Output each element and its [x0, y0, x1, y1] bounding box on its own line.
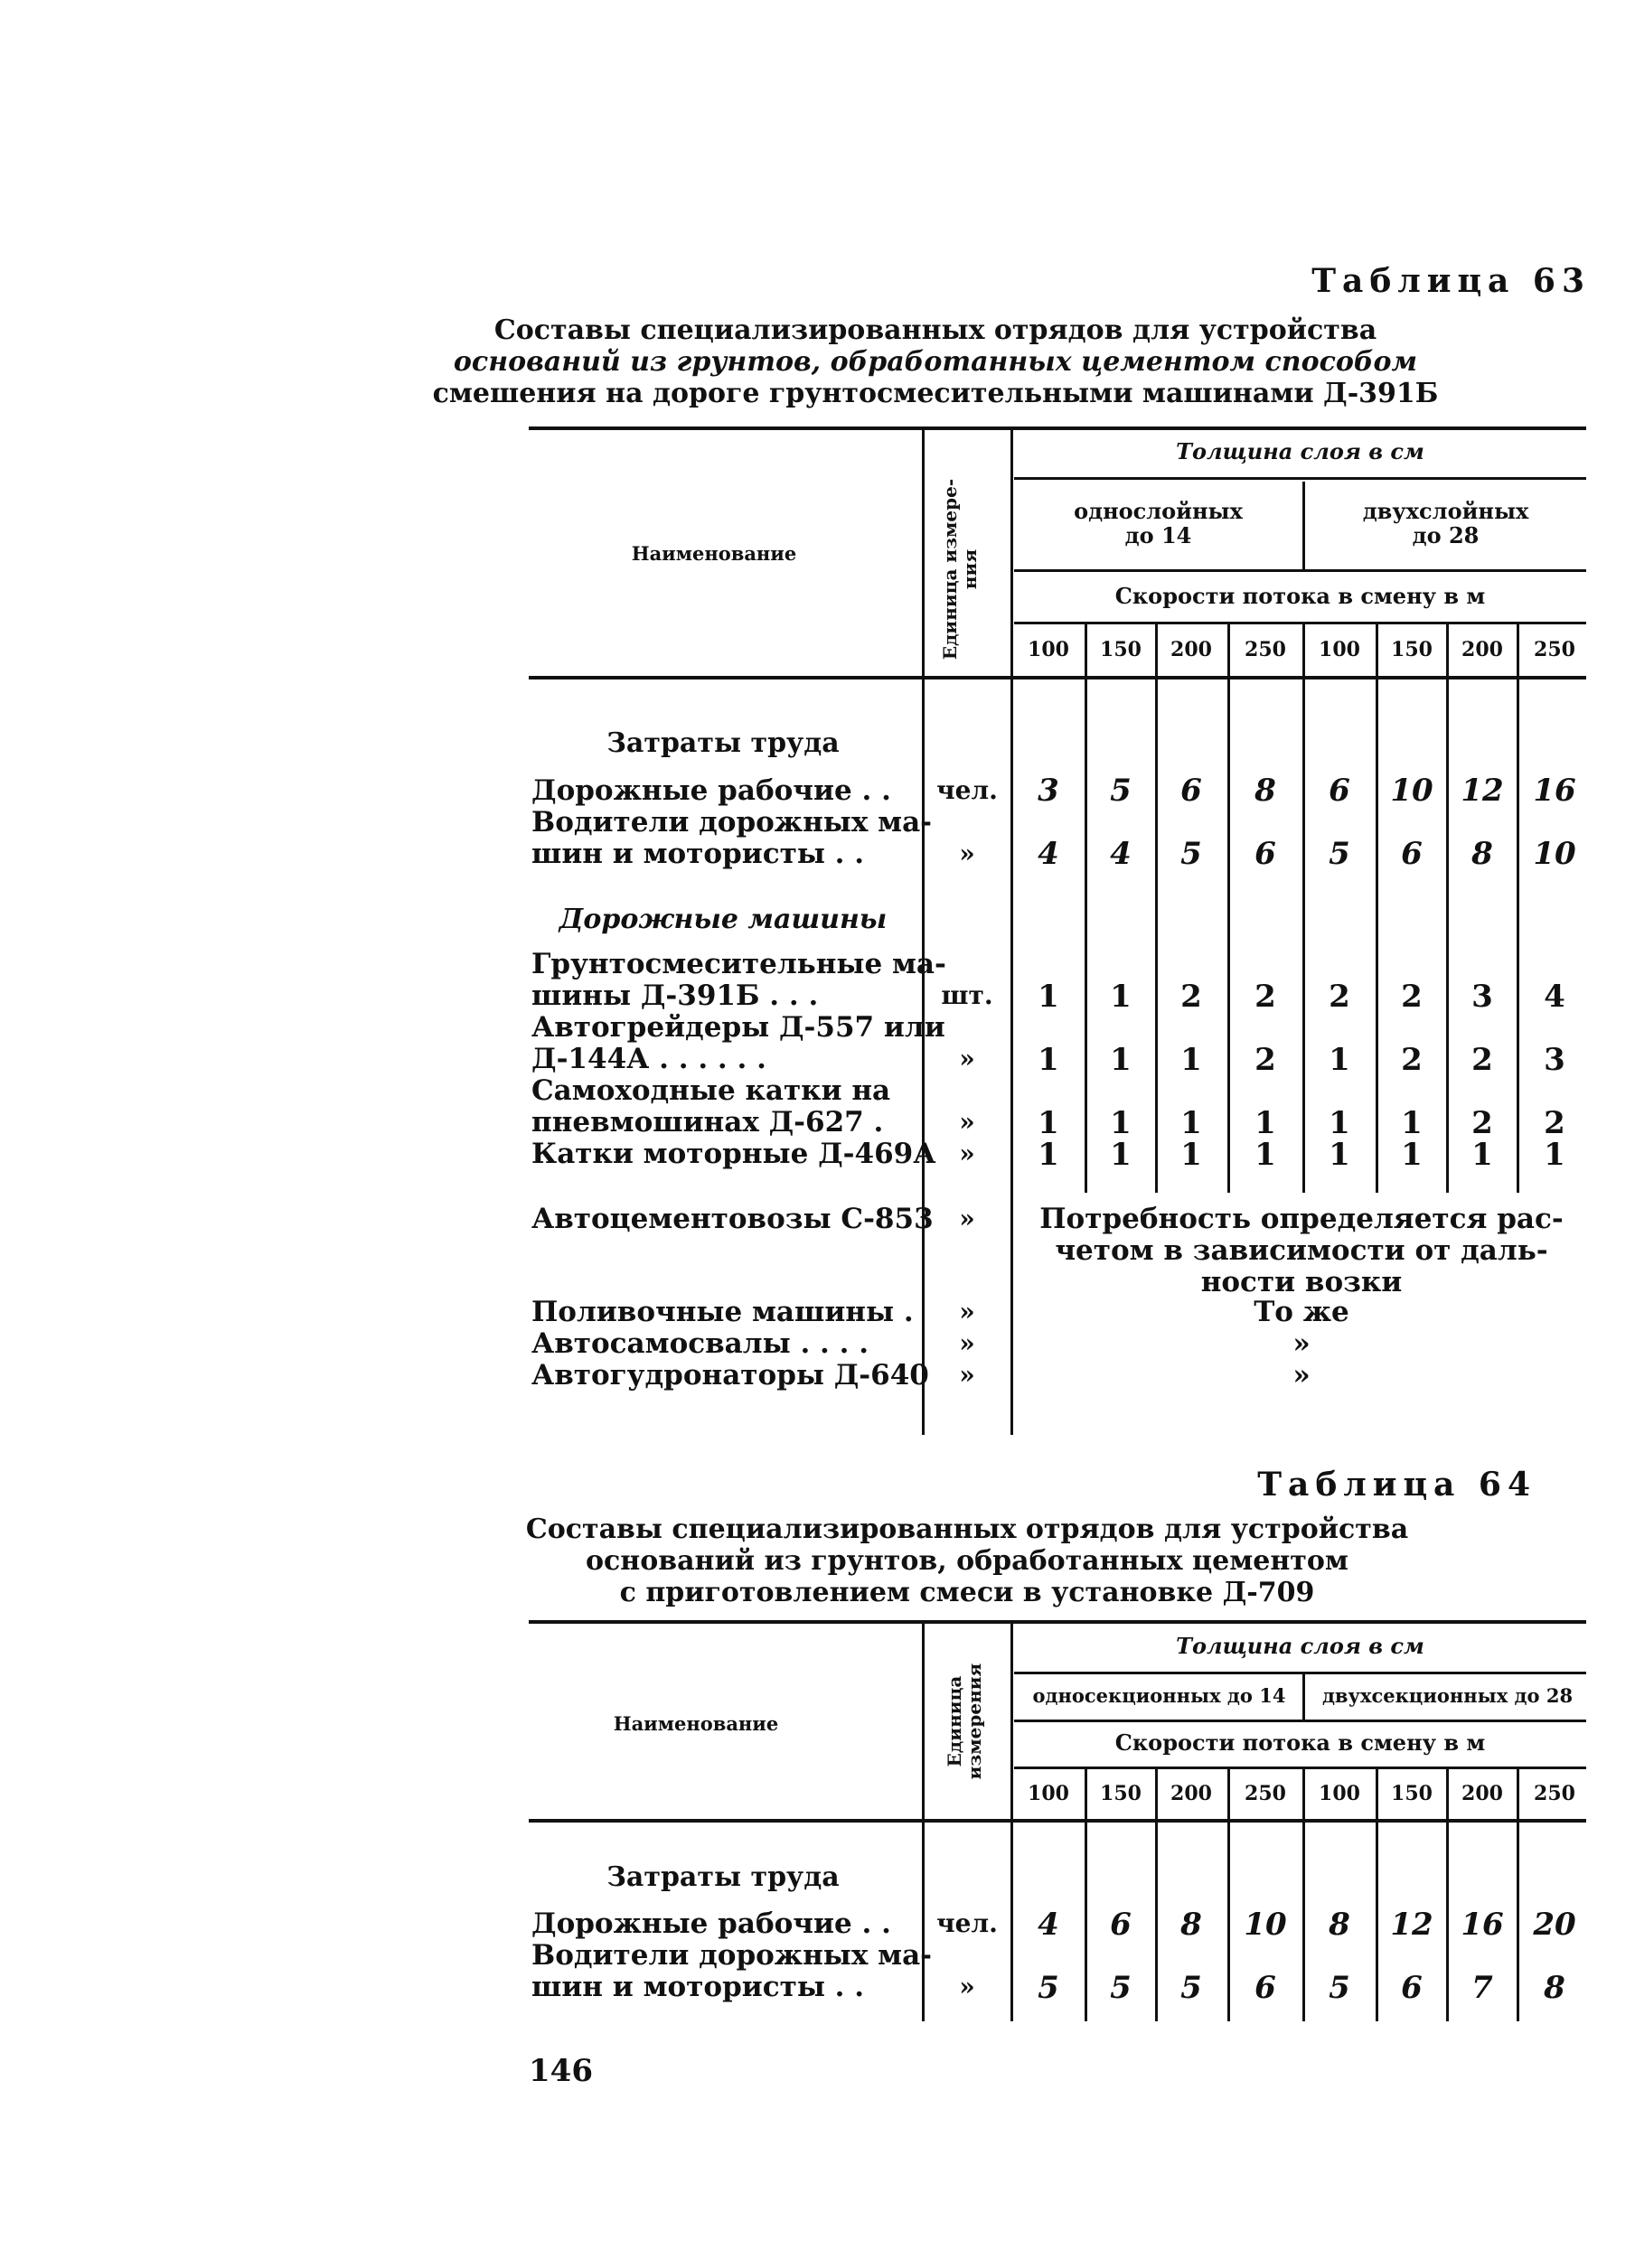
cell-value: 5	[1110, 1970, 1132, 2006]
cell-value: 1	[1180, 1137, 1202, 1173]
row-name: Дорожные рабочие . .	[531, 774, 891, 807]
cell-value: 10	[1533, 836, 1576, 872]
cell-value: 1	[1329, 1105, 1350, 1141]
column-header-name: Наименование	[613, 1712, 779, 1735]
cell-value: 8	[1254, 773, 1276, 809]
table64-label: Таблица 64	[1257, 1466, 1536, 1504]
cell-value: 1	[1329, 1137, 1350, 1173]
cell-value: 3	[1544, 1042, 1565, 1078]
speed-col-header: 200	[1170, 638, 1212, 661]
caption-line: Составы специализированных отрядов для устройства	[525, 1514, 1409, 1545]
group-line: однослойных	[1074, 498, 1243, 524]
cell-value: 2	[1254, 1042, 1276, 1078]
speed-header	[1014, 584, 1586, 608]
thickness-header	[1014, 1634, 1586, 1658]
row-name: Автосамосвалы . . . .	[531, 1327, 869, 1360]
caption-line: оснований из грунтов, обработанных цементом способом	[453, 346, 1418, 378]
row-unit: чел.	[936, 1908, 998, 1938]
cell-value: 1	[1401, 1137, 1423, 1173]
row-name: Грунтосмесительные ма- шины Д-391Б . . .	[531, 948, 946, 1012]
row-name: Поливочные машины .	[531, 1296, 914, 1328]
row-name: Самоходные катки на пневмошинах Д-627 .	[531, 1074, 891, 1139]
cell-value: 4	[1110, 836, 1132, 872]
speed-col-header: 150	[1100, 638, 1142, 661]
speed-col-header: 150	[1391, 1782, 1433, 1805]
section-machines: Дорожные машины	[559, 904, 888, 935]
row-unit: »	[959, 1204, 975, 1233]
cell-value: 16	[1533, 773, 1576, 809]
row-unit: »	[959, 1297, 975, 1326]
unit-header-line: измерения	[963, 1663, 985, 1780]
row-unit: шт.	[941, 980, 993, 1010]
note-line: ности возки	[1200, 1266, 1403, 1298]
cell-value: 5	[1110, 773, 1132, 809]
caption-line: оснований из грунтов, обработанных цементом	[586, 1545, 1348, 1577]
ditto-mark: »	[1292, 1327, 1311, 1360]
speed-col-header: 250	[1534, 1782, 1575, 1805]
cell-value: 2	[1544, 1105, 1565, 1141]
note-line: четом в зависимости от даль-	[1055, 1234, 1548, 1267]
cell-value: 16	[1461, 1907, 1504, 1943]
speed-header	[1014, 1730, 1586, 1755]
cell-value: 7	[1471, 1970, 1493, 2006]
cell-value: 2	[1254, 979, 1276, 1015]
speed-label: Скорости потока в смену в м	[1114, 1729, 1486, 1756]
row-unit: чел.	[936, 775, 998, 805]
row-unit: »	[959, 1044, 975, 1073]
cell-value: 5	[1329, 1970, 1350, 2006]
cell-value: 1	[1544, 1137, 1565, 1173]
row-name: Автогрейдеры Д-557 или Д-144А . . . . . .	[531, 1011, 945, 1075]
row-unit: »	[959, 1972, 975, 2001]
cell-value: 8	[1329, 1907, 1350, 1943]
column-header-unit	[940, 465, 994, 673]
cell-value: 6	[1180, 773, 1202, 809]
note-line: Потребность определяется рас-	[1039, 1203, 1564, 1235]
unit-header-line: ния	[959, 548, 981, 590]
cell-value: 20	[1533, 1907, 1576, 1943]
cell-value: 2	[1329, 979, 1350, 1015]
speed-label: Скорости потока в смену в м	[1114, 583, 1486, 609]
speed-col-header: 250	[1534, 638, 1575, 661]
cell-value: 4	[1038, 836, 1059, 872]
column-header-name: Наименование	[631, 542, 797, 565]
cell-value: 2	[1180, 979, 1202, 1015]
group-header-single: односекционных до 14	[1032, 1684, 1286, 1707]
caption-line: с приготовлением смеси в установке Д-709	[619, 1577, 1315, 1608]
note-same: То же	[1254, 1296, 1349, 1328]
speed-col-header: 250	[1245, 1782, 1286, 1805]
cell-value: 6	[1401, 1970, 1423, 2006]
thickness-header	[1014, 439, 1586, 464]
table63-label: Таблица 63	[1311, 262, 1591, 300]
table64-caption	[425, 1514, 1509, 1608]
table63-caption	[393, 314, 1478, 409]
cell-value: 3	[1471, 979, 1493, 1015]
row-name: Водители дорожных ма- шин и мотористы . .	[531, 1939, 933, 2003]
cell-value: 1	[1180, 1105, 1202, 1141]
thickness-label: Толщина слоя в см	[1176, 438, 1424, 464]
row-unit: »	[959, 1107, 975, 1137]
speed-col-header: 250	[1245, 638, 1286, 661]
cell-value: 8	[1471, 836, 1493, 872]
speed-col-header: 100	[1319, 638, 1360, 661]
cell-value: 1	[1471, 1137, 1493, 1173]
column-header-unit	[944, 1640, 990, 1803]
group-line: двухслойных	[1362, 498, 1529, 524]
page-number: 146	[529, 2053, 593, 2089]
group-header-single	[1014, 499, 1302, 548]
cell-value: 5	[1329, 836, 1350, 872]
speed-col-header: 100	[1319, 1782, 1360, 1805]
speed-col-header: 200	[1461, 638, 1503, 661]
cell-value: 6	[1110, 1907, 1132, 1943]
row-name: Дорожные рабочие . .	[531, 1907, 891, 1940]
note-cement	[1030, 1204, 1573, 1298]
caption-line: смешения на дороге грунтосмесительными машинами Д-391Б	[432, 378, 1439, 409]
cell-value: 2	[1471, 1105, 1493, 1141]
unit-header-line: Единица	[944, 1675, 965, 1767]
cell-value: 1	[1038, 979, 1059, 1015]
cell-value: 1	[1329, 1042, 1350, 1078]
group-header-double: двухсекционных до 28	[1321, 1684, 1574, 1707]
speed-col-header: 150	[1100, 1782, 1142, 1805]
cell-value: 6	[1254, 836, 1276, 872]
row-unit: »	[959, 1139, 975, 1168]
section-labor: Затраты труда	[606, 727, 840, 759]
row-unit: »	[959, 1328, 975, 1358]
cell-value: 3	[1038, 773, 1059, 809]
cell-value: 5	[1180, 1970, 1202, 2006]
cell-value: 1	[1038, 1105, 1059, 1141]
row-name: Катки моторные Д-469А	[531, 1138, 936, 1170]
row-unit: »	[959, 1360, 975, 1390]
cell-value: 1	[1254, 1137, 1276, 1173]
unit-header-line: Единица измере-	[939, 478, 961, 661]
group-header-double	[1305, 499, 1586, 548]
cell-value: 1	[1110, 979, 1132, 1015]
cell-value: 2	[1401, 1042, 1423, 1078]
cell-value: 6	[1329, 773, 1350, 809]
speed-col-header: 100	[1028, 1782, 1069, 1805]
cell-value: 1	[1110, 1105, 1132, 1141]
group-line: до 14	[1124, 522, 1192, 548]
speed-col-header: 150	[1391, 638, 1433, 661]
row-name: Водители дорожных ма- шин и мотористы . .	[531, 806, 933, 870]
cell-value: 8	[1544, 1970, 1565, 2006]
cell-value: 4	[1544, 979, 1565, 1015]
cell-value: 12	[1461, 773, 1504, 809]
cell-value: 12	[1390, 1907, 1433, 1943]
cell-value: 5	[1180, 836, 1202, 872]
row-name: Автоцементовозы С-853	[531, 1203, 934, 1235]
cell-value: 10	[1244, 1907, 1287, 1943]
speed-col-header: 200	[1170, 1782, 1212, 1805]
cell-value: 10	[1390, 773, 1433, 809]
cell-value: 1	[1110, 1042, 1132, 1078]
cell-value: 1	[1401, 1105, 1423, 1141]
cell-value: 6	[1401, 836, 1423, 872]
cell-value: 1	[1180, 1042, 1202, 1078]
thickness-label: Толщина слоя в см	[1176, 1633, 1424, 1659]
cell-value: 2	[1471, 1042, 1493, 1078]
ditto-mark: »	[1292, 1359, 1311, 1392]
cell-value: 5	[1038, 1970, 1059, 2006]
cell-value: 8	[1180, 1907, 1202, 1943]
group-line: до 28	[1412, 522, 1480, 548]
speed-col-header: 200	[1461, 1782, 1503, 1805]
caption-line: Составы специализированных отрядов для устройства	[493, 314, 1377, 346]
cell-value: 1	[1038, 1137, 1059, 1173]
row-name: Автогудронаторы Д-640	[531, 1359, 929, 1392]
cell-value: 6	[1254, 1970, 1276, 2006]
cell-value: 4	[1038, 1907, 1059, 1943]
cell-value: 1	[1038, 1042, 1059, 1078]
speed-col-header: 100	[1028, 638, 1069, 661]
cell-value: 1	[1254, 1105, 1276, 1141]
cell-value: 1	[1110, 1137, 1132, 1173]
cell-value: 2	[1401, 979, 1423, 1015]
section-labor: Затраты труда	[606, 1861, 840, 1893]
row-unit: »	[959, 839, 975, 868]
